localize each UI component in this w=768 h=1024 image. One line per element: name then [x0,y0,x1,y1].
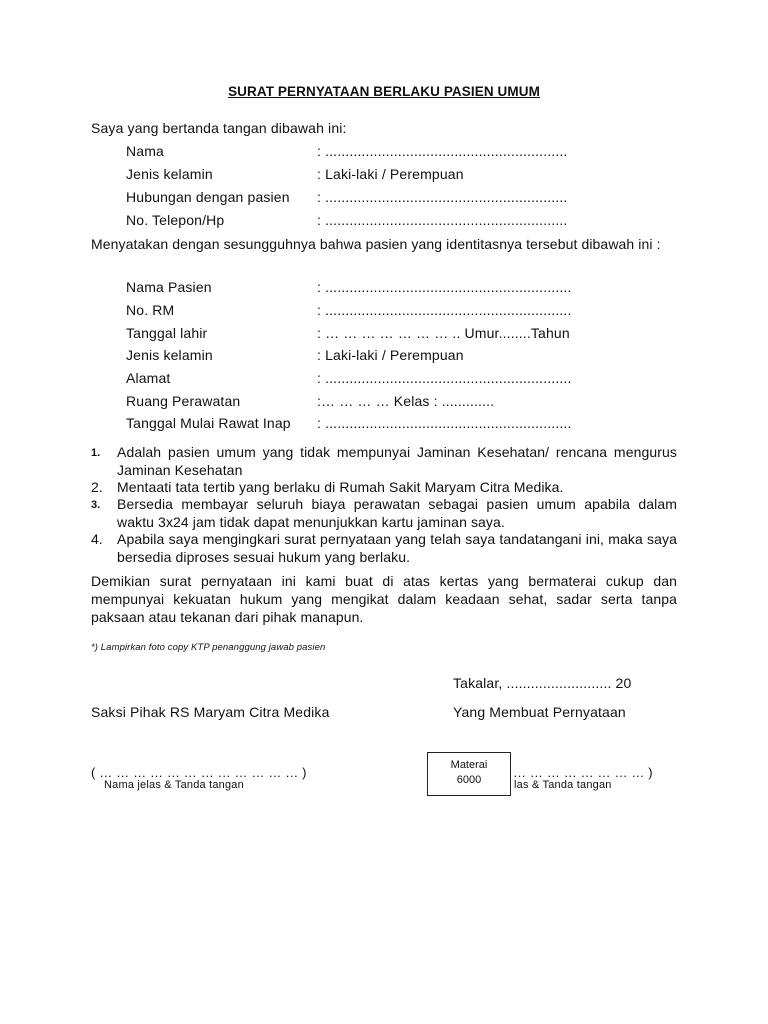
field-value-nama: : ............................................................ [317,143,568,159]
field-label-no-rm: No. RM [126,302,175,318]
field-value-tanggal-lahir: : … … … … … … … .. Umur........Tahun [317,325,570,341]
list-item-text: Apabila saya mengingkari surat pernyataan yang telah saya tandatangani ini, maka saya bersedia diproses sesuai hukum yang berlaku. [117,531,677,565]
field-value-jenis-kelamin-pasien: : Laki-laki / Perempuan [317,347,464,363]
list-item-text: Bersedia membayar seluruh biaya perawatan sebagai pasien umum apabila dalam waktu 3x24 jam tidak dapat menunjukkan kartu jaminan saya. [117,496,677,530]
field-label-tanggal-lahir: Tanggal lahir [126,325,208,341]
field-label-jenis-kelamin-pasien: Jenis kelamin [126,347,213,363]
witness-signature-line: ( … … … … … … … … … … … … ) [91,765,307,780]
field-value-jenis-kelamin: : Laki-laki / Perempuan [317,166,464,182]
field-value-hubungan: : ............................................................ [317,189,568,205]
field-label-nama-pasien: Nama Pasien [126,279,212,295]
field-value-ruang-perawatan: :… … … … Kelas : ............. [317,393,495,409]
field-value-telepon: : ............................................................ [317,212,568,228]
field-label-tanggal-mulai-rawat: Tanggal Mulai Rawat Inap [126,415,291,431]
list-item-text: Mentaati tata tertib yang berlaku di Rumah Sakit Maryam Citra Medika. [117,479,564,495]
materai-stamp-box [427,752,511,796]
witness-signature-caption: Nama jelas & Tanda tangan [104,779,244,791]
stamp-value: 6000 [456,774,482,786]
field-label-hubungan: Hubungan dengan pasien [126,189,290,205]
list-item-number: 1. [91,447,101,459]
declarant-signature-caption: las & Tanda tangan [514,779,612,791]
declarant-label: Yang Membuat Pernyataan [453,704,626,720]
field-value-alamat: : ............................................................. [317,370,572,386]
field-label-nama: Nama [126,143,164,159]
declarant-signature-line: … … … … … … … … ) [513,765,653,780]
closing-paragraph: Demikian surat pernyataan ini kami buat di atas kertas yang bermaterai cukup dan mempunyai kekuatan hukum yang mengikat dalam keadaan sehat, sadar serta tanpa paksaan atau tekanan dari pihak manapun. [91,573,677,625]
intro-text: Saya yang bertanda tangan dibawah ini: [91,120,347,136]
list-item-number: 2. [91,479,103,495]
stamp-label: Materai [450,759,488,771]
field-label-jenis-kelamin: Jenis kelamin [126,166,213,182]
field-value-tanggal-mulai-rawat: : ............................................................. [317,415,572,431]
field-value-no-rm: : ............................................................. [317,302,572,318]
witness-label: Saksi Pihak RS Maryam Citra Medika [91,704,330,720]
list-item-text: Adalah pasien umum yang tidak mempunyai Jaminan Kesehatan/ rencana mengurus Jaminan Kesehatan [117,444,677,478]
document-title: SURAT PERNYATAAN BERLAKU PASIEN UMUM [228,84,540,99]
field-label-alamat: Alamat [126,370,171,386]
field-label-ruang-perawatan: Ruang Perawatan [126,393,241,409]
place-date: Takalar, .......................... 20 [453,675,632,691]
list-item-number: 4. [91,531,103,547]
list-item-number: 3. [91,499,101,511]
attachment-note: *) Lampirkan foto copy KTP penanggung jawab pasien [91,642,326,653]
field-label-telepon: No. Telepon/Hp [126,212,225,228]
statement-text: Menyatakan dengan sesungguhnya bahwa pasien yang identitasnya tersebut dibawah ini : [91,236,661,252]
field-value-nama-pasien: : ............................................................. [317,279,572,295]
